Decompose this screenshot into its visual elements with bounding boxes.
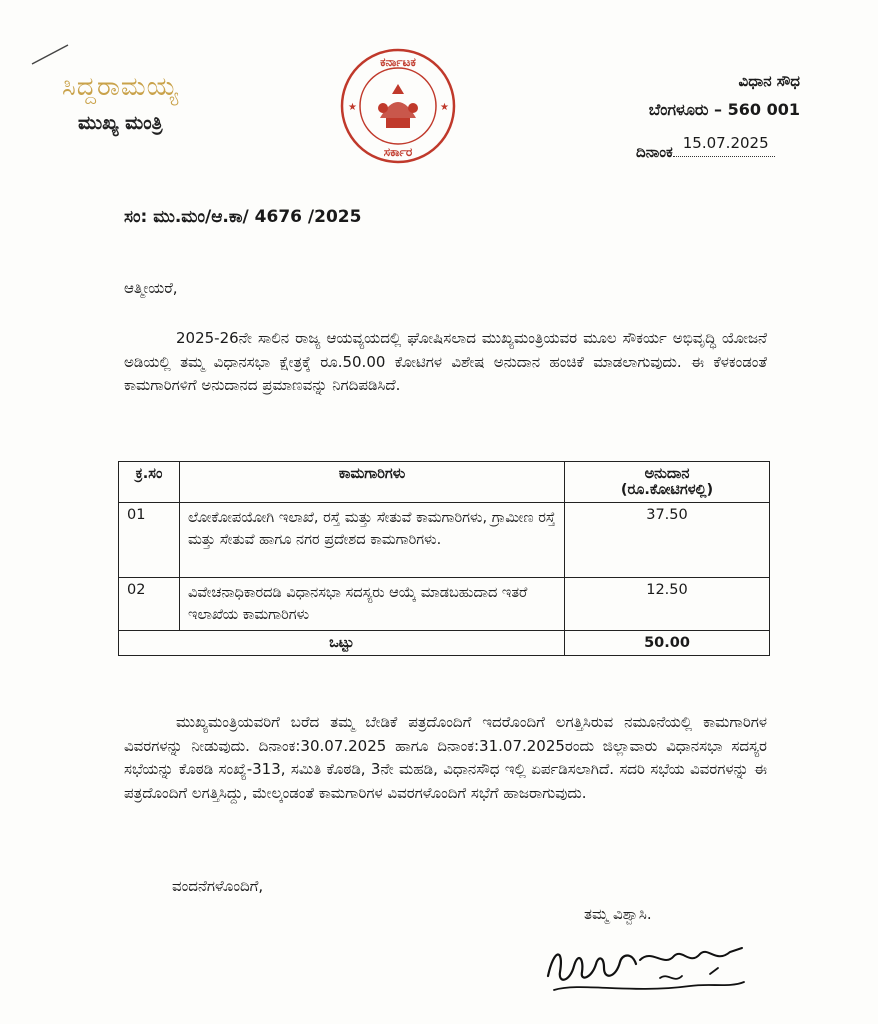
header-grant-line1: ಅನುದಾನ xyxy=(644,466,690,482)
emblem-top-text: ಕರ್ನಾಟಕ xyxy=(380,55,416,69)
letterhead-designation: ಮುಖ್ಯ ಮಂತ್ರಿ xyxy=(78,112,163,134)
row-work: ಲೋಕೋಪಯೋಗಿ ಇಲಾಖೆ, ರಸ್ತೆ ಮತ್ತು ಸೇತುವೆ ಕಾಮಗಾರಿಗಳು, ಗ್ರಾಮೀಣ ರಸ್ತೆ ಮತ್ತು ಸೇತುವೆ ಹಾಗೂ ನಗರ ಪ್ರದೇಶದ ಕಾಮಗಾರಿಗಳು. xyxy=(180,503,565,578)
svg-text:★: ★ xyxy=(440,102,449,113)
header-grant-line2: (ರೂ.ಕೋಟಿಗಳಲ್ಲಿ) xyxy=(620,482,714,498)
row-amount: 37.50 xyxy=(565,503,770,578)
grant-allocation-table xyxy=(118,461,770,656)
date-line xyxy=(636,134,775,161)
yours-faithfully: ತಮ್ಮ ವಿಶ್ವಾಸಿ. xyxy=(584,905,652,923)
table-row xyxy=(119,578,770,631)
date-label: ದಿನಾಂಕ xyxy=(636,143,673,161)
body-paragraph-2: ಮುಖ್ಯಮಂತ್ರಿಯವರಿಗೆ ಬರೆದ ತಮ್ಮ ಬೇಡಿಕೆ ಪತ್ರದೊಂದಿಗೆ ಇದರೊಂದಿಗೆ ಲಗತ್ತಿಸಿರುವ ನಮೂನೆಯಲ್ಲಿ ಕಾಮಗಾರಿಗಳ ವಿವರಗಳನ್ನು ನೀಡುವುದು. ದಿನಾಂಕ:30.07.2025 ಹಾಗೂ ದಿನಾಂಕ:31.07.2025ರಂದು ಜಿಲ್ಲಾವಾರು ವಿಧಾನಸಭಾ ಸದಸ್ಯರ ಸಭೆಯನ್ನು ಕೊಠಡಿ ಸಂಖ್ಯೆ-313, ಸಮಿತಿ ಕೊಠಡಿ, 3ನೇ ಮಹಡಿ, ವಿಧಾನಸೌಧ ಇಲ್ಲಿ ಏರ್ಪಡಿಸಲಾಗಿದೆ. ಸದರಿ ಸಭೆಯ ವಿವರಗಳನ್ನು ಈ ಪತ್ರದೊಂದಿಗೆ ಲಗತ್ತಿಸಿದ್ದು, ಮೇಲ್ಕಂಡಂತೆ ಕಾಮಗಾರಿಗಳ ವಿವರಗಳೊಂದಿಗೆ ಸಭೆಗೆ ಹಾಜರಾಗುವುದು. xyxy=(124,713,767,802)
table-row xyxy=(119,503,770,578)
pen-stroke-mark xyxy=(30,42,70,67)
row-amount: 12.50 xyxy=(565,578,770,631)
body-paragraph-1: 2025-26ನೇ ಸಾಲಿನ ರಾಜ್ಯ ಆಯವ್ಯಯದಲ್ಲಿ ಘೋಷಿಸಲಾದ ಮುಖ್ಯಮಂತ್ರಿಯವರ ಮೂಲ ಸೌಕರ್ಯ ಅಭಿವೃದ್ಧಿ ಯೋಜನೆ ಅಡಿಯಲ್ಲಿ ತಮ್ಮ ವಿಧಾನಸಭಾ ಕ್ಷೇತ್ರಕ್ಕೆ ರೂ.50.00 ಕೋಟಿಗಳ ವಿಶೇಷ ಅನುದಾನ ಹಂಚಿಕೆ ಮಾಡಲಾಗುವುದು. ಈ ಕೆಳಕಂಡಂತೆ ಕಾಮಗಾರಿಗಳಿಗೆ ಅನುದಾನದ ಪ್ರಮಾಣವನ್ನು ನಿಗದಿಪಡಿಸಿದೆ. xyxy=(124,329,767,394)
header-works: ಕಾಮಗಾರಿಗಳು xyxy=(180,462,565,503)
karnataka-emblem-seal-icon xyxy=(338,46,458,166)
row-sno: 01 xyxy=(119,503,180,578)
office-address: ವಿಧಾನ ಸೌಧ xyxy=(738,72,800,90)
reference-number: ಸಂ: ಮು.ಮಂ/ಆ.ಕಾ/ 4676 /2025 xyxy=(124,207,362,227)
letterhead-name: ಸಿದ್ದರಾಮಯ್ಯ xyxy=(62,72,180,102)
row-sno: 02 xyxy=(119,578,180,631)
closing-greeting: ವಂದನೆಗಳೊಂದಿಗೆ, xyxy=(172,877,264,895)
city-pincode: ಬೆಂಗಳೂರು – 560 001 xyxy=(648,100,800,119)
emblem-bottom-text: ಸರ್ಕಾರ xyxy=(383,145,413,159)
table-total-row xyxy=(119,631,770,656)
row-work: ವಿವೇಚನಾಧಿಕಾರದಡಿ ವಿಧಾನಸಭಾ ಸದಸ್ಯರು ಆಯ್ಕೆ ಮಾಡಬಹುದಾದ ಇತರೆ ಇಲಾಖೆಯ ಕಾಮಗಾರಿಗಳು xyxy=(180,578,565,631)
total-value: 50.00 xyxy=(565,631,770,656)
table-header-row xyxy=(119,462,770,503)
header-grant xyxy=(565,462,770,503)
handwritten-signature-icon xyxy=(540,938,750,998)
svg-text:★: ★ xyxy=(348,102,357,113)
header-sno: ಕ್ರ.ಸಂ xyxy=(119,462,180,503)
salutation: ಆತ್ಮೀಯರೆ, xyxy=(124,279,178,297)
date-value: 15.07.2025 xyxy=(682,134,769,152)
total-label: ಒಟ್ಟು xyxy=(119,631,565,656)
